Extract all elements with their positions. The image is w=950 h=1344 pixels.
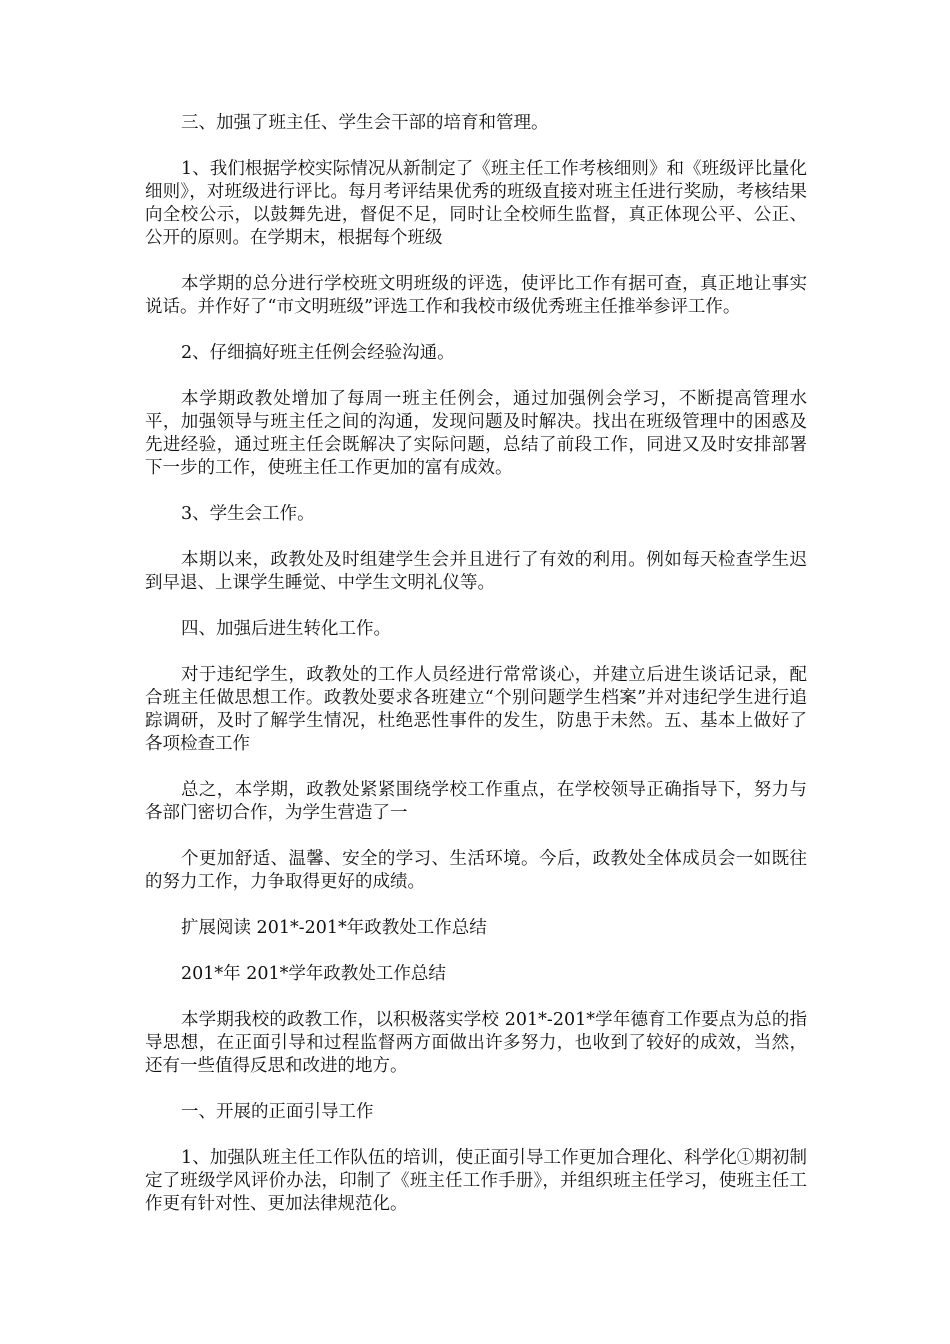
paragraph: 201*年 201*学年政教处工作总结 [181,964,446,984]
paragraph: 个更加舒适、温馨、安全的学习、生活环境。今后，政教处全体成员会一如既往的努力工作，力争取得更好的成绩。 [145,849,807,892]
paragraph: 扩展阅读 201*-201*年政教处工作总结 [181,918,487,938]
document-body [145,112,807,1239]
paragraph: 总之，本学期，政教处紧紧围绕学校工作重点，在学校领导正确指导下，努力与各部门密切合作，为学生营造了一 [145,780,807,823]
paragraph: 对于违纪学生，政教处的工作人员经进行常常谈心，并建立后进生谈话记录，配合班主任做思想工作。政教处要求各班建立“个别问题学生档案”并对违纪学生进行追踪调研，及时了解学生情况，杜绝恶性事件的发生，防患于未然。五、基本上做好了各项检查工作 [145,665,807,754]
paragraph: 四、加强后进生转化工作。 [181,619,391,639]
paragraph: 2、仔细搞好班主任例会经验沟通。 [181,343,455,363]
paragraph: 1、加强队班主任工作队伍的培训，使正面引导工作更加合理化、科学化①期初制定了班级学风评价办法，印制了《班主任工作手册》，并组织班主任学习，使班主任工作更有针对性、更加法律规范化。 [145,1148,807,1214]
paragraph: 3、学生会工作。 [181,504,315,524]
paragraph: 一、开展的正面引导工作 [181,1102,374,1122]
paragraph: 本学期的总分进行学校班文明班级的评选，使评比工作有据可查，真正地让事实说话。并作好了“市文明班级”评选工作和我校市级优秀班主任推举参评工作。 [145,274,807,317]
paragraph: 本学期我校的政教工作，以积极落实学校 201*-201*学年德育工作要点为总的指导思想，在正面引导和过程监督两方面做出许多努力，也收到了较好的成效，当然，还有一些值得反思和改进的地方。 [145,1010,807,1076]
paragraph: 本期以来，政教处及时组建学生会并且进行了有效的利用。例如每天检查学生迟到早退、上课学生睡觉、中学生文明礼仪等。 [145,550,807,593]
paragraph: 1、我们根据学校实际情况从新制定了《班主任工作考核细则》和《班级评比量化细则》，对班级进行评比。每月考评结果优秀的班级直接对班主任进行奖励，考核结果向全校公示，以鼓舞先进，督促不足，同时让全校师生监督，真正体现公平、公正、公开的原则。在学期末，根据每个班级 [145,159,807,248]
paragraph: 本学期政教处增加了每周一班主任例会，通过加强例会学习，不断提高管理水平，加强领导与班主任之间的沟通，发现问题及时解决。找出在班级管理中的困惑及先进经验，通过班主任会既解决了实际问题，总结了前段工作，同进又及时安排部署下一步的工作，使班主任工作更加的富有成效。 [145,389,807,478]
paragraph: 三、加强了班主任、学生会干部的培育和管理。 [181,113,549,133]
